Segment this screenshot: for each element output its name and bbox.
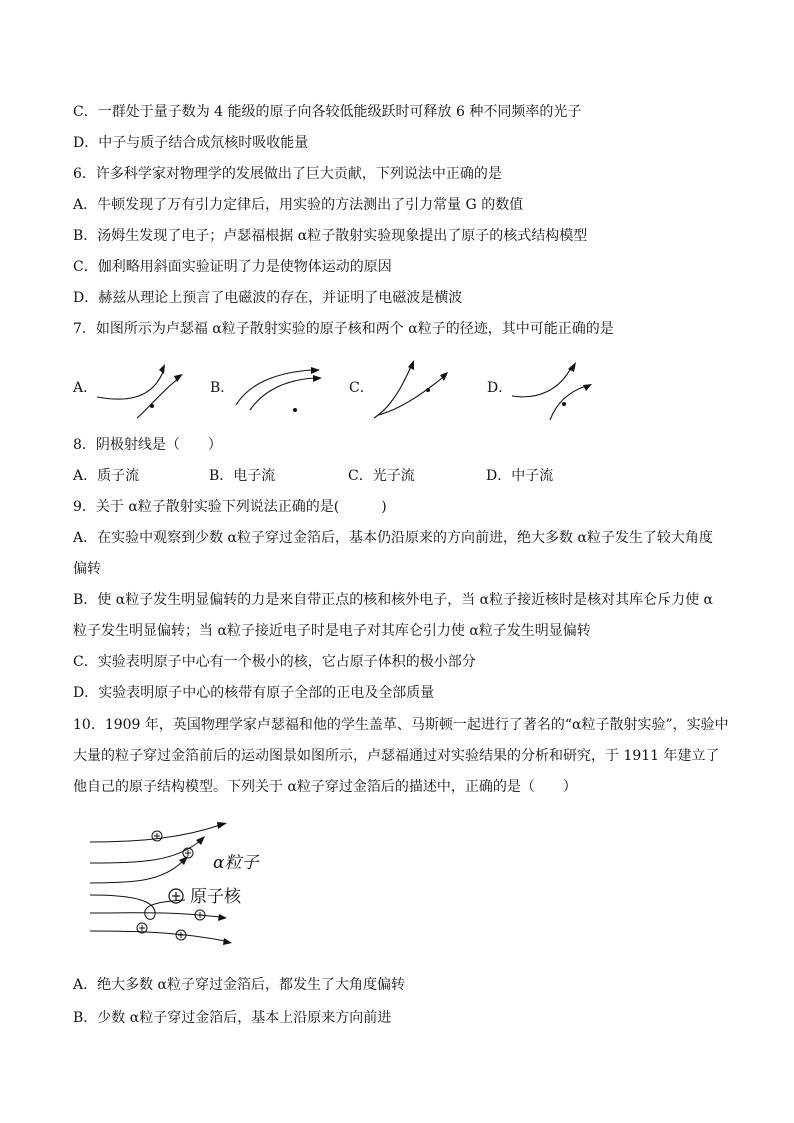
q8-choices (73, 466, 613, 486)
q9-option-c: C．实验表明原子中心有一个极小的核，它占原子体积的极小部分 (73, 654, 476, 670)
q8-choice-c: C．光子流 (348, 468, 415, 484)
q6-option-a: A．牛顿发现了万有引力定律后，用实验的方法测出了引力常量 G 的数值 (73, 197, 524, 213)
q6-option-d: D．赫兹从理论上预言了电磁波的存在，并证明了电磁波是横波 (73, 290, 463, 306)
question-6: 6．许多科学家对物理学的发展做出了巨大贡献，下列说法中正确的是 (73, 166, 502, 182)
trajectory-c-2 (378, 378, 442, 415)
nucleus-label: 原子核 (190, 887, 241, 907)
q9-option-b-line2: 粒子发生明显偏转；当 α粒子接近电子时是电子对其库仑引力使 α粒子发生明显偏转 (73, 623, 591, 639)
q9-option-a-line1: A．在实验中观察到少数 α粒子穿过金箔后，基本仍沿原来的方向前进，绝大多数 α粒子发生了较大角度 (73, 530, 713, 546)
q7-option-b-figure (230, 360, 330, 422)
q9-option-b-line1: B．使 α粒子发生明显偏转的力是来自带正点的核和核外电子，当 α粒子接近核时是核对其库仑斥力使 α (73, 592, 713, 608)
alpha-scattering-figure (85, 815, 285, 955)
trajectory-a-2 (137, 378, 179, 418)
trajectory-b-1 (236, 370, 312, 405)
question-10-line2: 大量的粒子穿过金箔前后的运动图景如图所示，卢瑟福通过对实验结果的分析和研究，于 1911 年建立了 (73, 748, 720, 764)
nucleus-dot-d (562, 402, 566, 406)
question-7: 7．如图所示为卢瑟福 α粒子散射实验的原子核和两个 α粒子的径迹，其中可能正确的是 (73, 321, 614, 337)
arrow-d-2 (583, 384, 592, 391)
arrow-c-2 (440, 372, 448, 381)
q7-option-b-label: B． (210, 380, 235, 396)
trajectory-d-1 (512, 366, 572, 397)
q7-option-a-label: A． (73, 380, 98, 396)
trajectory-a-1 (97, 372, 163, 399)
arrow-6 (223, 938, 232, 945)
q6-option-b: B．汤姆生发现了电子；卢瑟福根据 α粒子散射实验现象提出了原子的核式结构模型 (73, 228, 588, 244)
q8-choice-b: B．电子流 (209, 468, 276, 484)
track-3 (90, 861, 183, 883)
q7-option-d-label: D． (487, 380, 513, 396)
q9-option-a-line2: 偏转 (73, 561, 101, 577)
arrow-5 (218, 914, 227, 921)
question-10-line1: 10．1909 年，英国物理学家卢瑟福和他的学生盖革、马斯顿一起进行了著名的“α粒子散射实验”，实验中 (73, 717, 729, 733)
q8-choice-a: A．质子流 (73, 468, 140, 484)
trajectory-d-2 (550, 386, 586, 420)
question-10-line3: 他自己的原子结构模型。下列关于 α粒子穿过金箔后的描述中，正确的是（ ） (73, 779, 577, 795)
nucleus-dot-b (293, 408, 297, 412)
q7-option-c-figure (370, 360, 460, 422)
q7-option-d-figure (510, 360, 594, 422)
nucleus-dot-a (150, 404, 154, 408)
arrow-1 (217, 822, 227, 829)
arrow-b-2 (313, 375, 322, 382)
arrow-b-1 (311, 367, 320, 374)
q10-option-b: B．少数 α粒子穿过金箔后，基本上沿原来方向前进 (73, 1010, 392, 1026)
arrow-2 (196, 836, 205, 845)
line-c-energy-levels: C．一群处于量子数为 4 能级的原子向各较低能级跃时可释放 6 种不同频率的光子 (73, 104, 582, 120)
q9-option-d: D．实验表明原子中心的核带有原子全部的正电及全部质量 (73, 685, 435, 701)
track-4 (90, 895, 185, 919)
nucleus-dot-c (426, 388, 430, 392)
q7-options-figures (73, 360, 613, 422)
q6-option-c: C．伽利略用斜面实验证明了力是使物体运动的原因 (73, 259, 392, 275)
q7-option-a-figure (95, 360, 187, 422)
q8-choice-d: D．中子流 (486, 468, 554, 484)
alpha-particle-1 (152, 831, 162, 841)
arrow-a-1 (159, 364, 165, 374)
q10-option-a: A．绝大多数 α粒子穿过金箔后，都发生了大角度偏转 (73, 977, 406, 993)
q7-option-c-label: C． (349, 380, 374, 396)
arrow-c-1 (408, 360, 414, 370)
question-9: 9．关于 α粒子散射实验下列说法正确的是( ) (73, 499, 387, 515)
alpha-particle-label: α粒子 (213, 853, 259, 873)
track-6 (90, 931, 225, 941)
question-8: 8．阴极射线是（ ） (73, 437, 222, 453)
line-d-deuteron: D．中子与质子结合成氘核时吸收能量 (73, 135, 309, 151)
